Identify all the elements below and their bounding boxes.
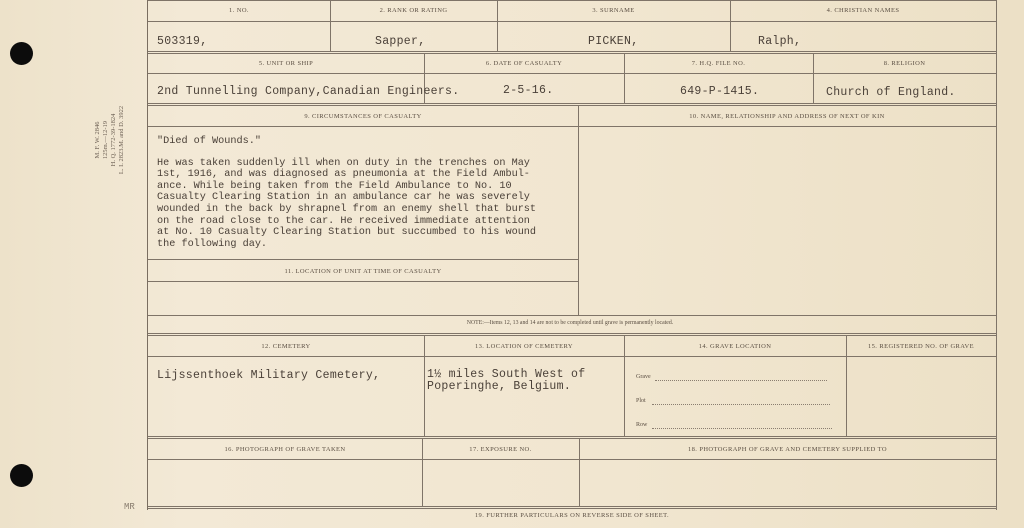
rule (148, 126, 996, 127)
rule (148, 333, 996, 334)
rule (148, 438, 996, 439)
rule (424, 335, 425, 436)
circumstances-line: ance. While being taken from the Field Ambulance to No. 10 (157, 180, 512, 192)
cemetery-label: 12. CEMETERY (261, 343, 311, 350)
rank-value: Sapper, (375, 35, 426, 48)
circumstances-label: 9. CIRCUMSTANCES OF CASUALTY (304, 113, 422, 120)
margin-print-line: M. F. W. 2846 (94, 121, 101, 159)
christian-names-value: Ralph, (758, 35, 802, 48)
margin-print-line: L. I. 2823.M. and D. 3922 (118, 105, 125, 175)
rule (148, 315, 996, 316)
circumstances-line: the following day. (157, 238, 268, 250)
location-cemetery-line1: 1½ miles South West of (427, 368, 586, 381)
religion-value: Church of England. (826, 86, 956, 99)
photo-supplied-label: 18. PHOTOGRAPH OF GRAVE AND CEMETERY SUPPLIED TO (687, 446, 888, 453)
rule (148, 508, 996, 509)
religion-label: 8. RELIGION (883, 60, 926, 67)
rule (148, 356, 996, 357)
margin-print-line: 125m.—12-19 (102, 120, 109, 160)
circumstances-title: "Died of Wounds." (157, 136, 261, 147)
location-cemetery-line2: Poperinghe, Belgium. (427, 380, 572, 393)
note-text: NOTE:—Items 12, 13 and 14 are not to be completed until grave is permanently located. (466, 320, 674, 326)
circumstances-text (157, 136, 575, 250)
unit-label: 5. UNIT OR SHIP (258, 60, 314, 67)
rule (148, 259, 578, 260)
rule (996, 0, 997, 510)
rule (148, 0, 996, 1)
margin-print (94, 70, 126, 210)
row-row-label: Row (636, 422, 648, 428)
location-cemetery-label: 13. LOCATION OF CEMETERY (474, 343, 574, 350)
plot-row-label: Plot (636, 398, 646, 404)
row-dotted-line (652, 428, 832, 429)
no-value: 503319, (157, 35, 208, 48)
rule (148, 103, 996, 104)
rule (624, 335, 625, 436)
grave-dotted-line (655, 380, 827, 381)
cemetery-value: Lijssenthoek Military Cemetery, (157, 369, 381, 382)
circumstances-line: wounded in the back by shrapnel from an enemy shell that burst (157, 203, 537, 215)
rule (148, 73, 996, 74)
registered-no-label: 15. REGISTERED NO. OF GRAVE (867, 343, 975, 350)
next-of-kin-label: 10. NAME, RELATIONSHIP AND ADDRESS OF NEXT OF KIN (689, 113, 885, 120)
rule (148, 459, 996, 460)
unit-value: 2nd Tunnelling Company,Canadian Engineers. (157, 85, 460, 98)
margin-print-line: H. Q. 1772-39-1824 (110, 113, 117, 167)
margin-stamp: MR (124, 502, 135, 512)
grave-location-label: 14. GRAVE LOCATION (698, 343, 772, 350)
rule (148, 281, 578, 282)
no-label: 1. NO. (229, 7, 249, 14)
location-unit-label: 11. LOCATION OF UNIT AT TIME OF CASUALTY (284, 268, 442, 275)
rule (148, 506, 996, 507)
christian-names-label: 4. CHRISTIAN NAMES (826, 7, 900, 14)
hq-file-label: 7. H.Q. FILE NO. (691, 60, 746, 67)
rule (846, 335, 847, 436)
exposure-label: 17. EXPOSURE NO. (469, 446, 532, 453)
surname-label: 3. SURNAME (592, 7, 635, 14)
date-casualty-label: 6. DATE OF CASUALTY (485, 60, 563, 67)
hq-file-value: 649-P-1415. (680, 85, 760, 98)
circumstances-line: at No. 10 Casualty Clearing Station but succumbed to his wound (157, 227, 537, 239)
further-particulars-label: 19. FURTHER PARTICULARS ON REVERSE SIDE OF SHEET. (474, 512, 670, 519)
rule (578, 105, 579, 315)
photo-taken-label: 16. PHOTOGRAPH OF GRAVE TAKEN (224, 446, 346, 453)
punch-hole-top (10, 42, 33, 65)
surname-value: PICKEN, (588, 35, 639, 48)
punch-hole-bottom (10, 464, 33, 487)
circumstances-line: Casualty Clearing Station in an ambulance car he was severely (157, 192, 530, 204)
rule (148, 51, 996, 52)
rule (148, 335, 996, 336)
rule (148, 21, 996, 22)
grave-row-label: Grave (636, 374, 651, 380)
circumstances-line: 1st, 1916, and was diagnosed as pneumonia at the Field Ambul- (157, 169, 530, 181)
margin-rule (147, 0, 148, 510)
plot-dotted-line (652, 404, 830, 405)
rule (148, 436, 996, 437)
rule (148, 53, 996, 54)
circumstances-line: on the road close to the car. He received immediate attention (157, 215, 530, 227)
rank-label: 2. RANK OR RATING (379, 7, 448, 14)
date-casualty-value: 2-5-16. (503, 84, 554, 97)
rule (148, 105, 996, 106)
circumstances-line: He was taken suddenly ill when on duty in the trenches on May (157, 157, 530, 169)
